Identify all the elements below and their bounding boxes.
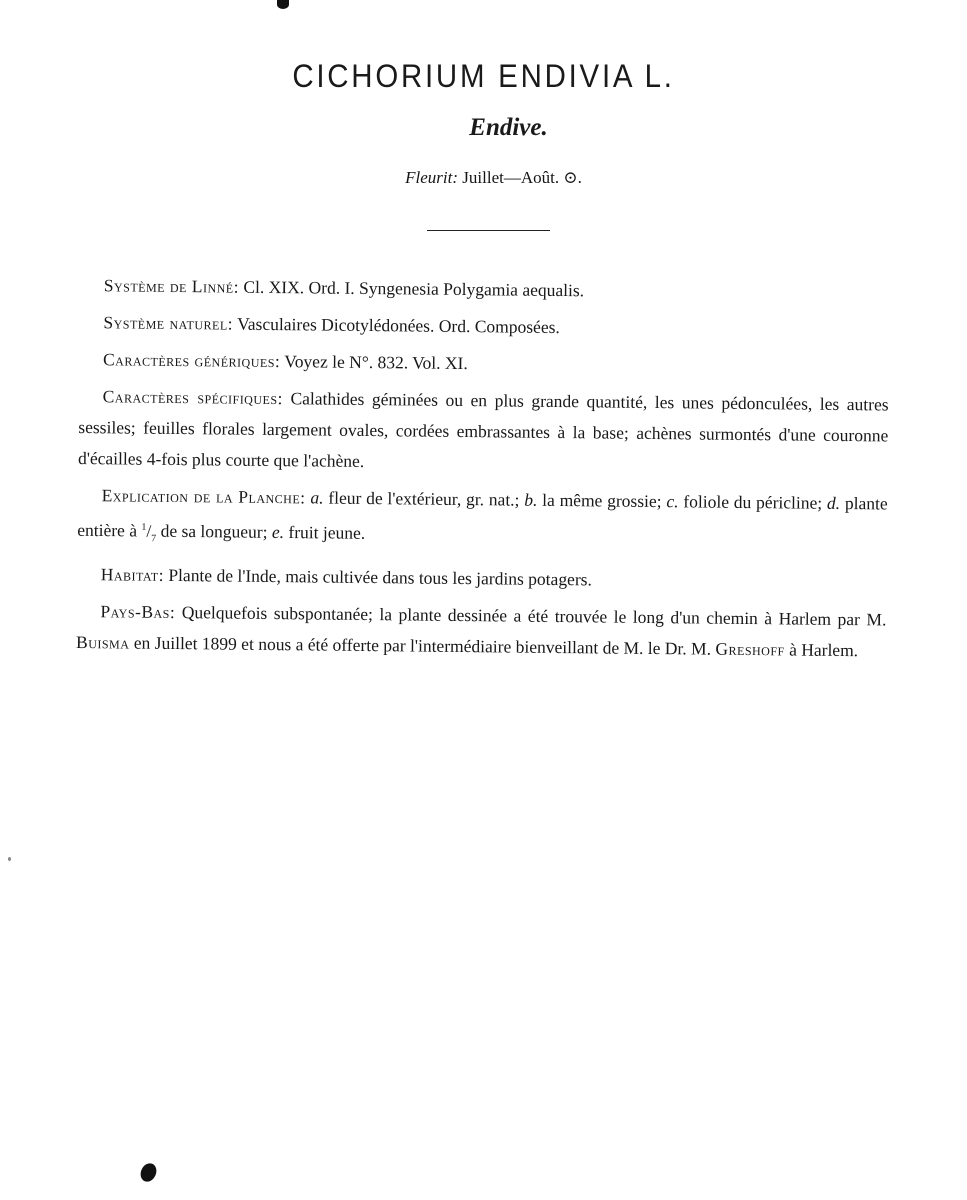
section-label: Explication de la Planche:	[101, 485, 306, 508]
person-name: Greshoff	[715, 639, 785, 660]
section-linne	[80, 270, 890, 309]
section-label: Caractères spécifiques:	[102, 386, 284, 409]
description-body	[76, 270, 890, 673]
title-divider	[427, 230, 550, 231]
section-label: Habitat:	[100, 564, 165, 586]
ink-speck-bottom	[138, 1161, 160, 1185]
figure-text-a: fleur de l'extérieur, gr. nat.;	[328, 487, 520, 510]
fraction-numerator: 1	[141, 521, 147, 533]
figure-text-b: la même grossie;	[542, 489, 662, 512]
section-text: Cl. XIX. Ord. I. Syngenesia Polygamia aequalis.	[243, 276, 585, 301]
section-label: Pays-Bas:	[100, 601, 176, 623]
section-label: Système de Linné:	[103, 275, 240, 297]
section-generiques	[79, 344, 889, 383]
ink-speck-top	[277, 0, 289, 9]
section-text: Vasculaires Dicotylédonées. Ord. Composées.	[237, 313, 560, 338]
figure-key-c: c.	[666, 491, 679, 512]
section-pays-bas	[76, 596, 887, 666]
section-text: Calathides géminées ou en plus grande quantité, les unes pédonculées, les autres sessiles; feuilles florales largement ovales, cordées embrassantes à la base; achènes surmontés d'une couronne d'écailles 4-fois plus courte que l'achène.	[77, 388, 889, 471]
figure-key-b: b.	[524, 489, 538, 510]
section-text: Plante de l'Inde, mais cultivée dans tous les jardins potagers.	[168, 565, 593, 590]
scale-fraction: $^1/_7$	[141, 520, 157, 545]
figure-text-e: fruit jeune.	[288, 522, 366, 543]
person-name: Buisma	[75, 632, 130, 653]
section-text: à Harlem.	[789, 639, 859, 661]
section-text: Voyez le N°. 832. Vol. XI.	[284, 351, 468, 374]
section-label: Caractères génériques:	[102, 349, 281, 372]
fraction-denominator: 7	[151, 533, 157, 545]
flowering-line	[0, 168, 967, 188]
flowering-value: Juillet—Août. ⊙.	[462, 168, 582, 187]
section-specifiques	[78, 381, 889, 482]
figure-key-e: e.	[271, 521, 285, 542]
figure-key-a: a.	[310, 487, 324, 508]
flowering-label: Fleurit:	[405, 168, 459, 187]
section-text: en Juillet 1899 et nous a été offerte par l'intermédiaire bienveillant de M. le Dr. M.	[133, 632, 712, 659]
figure-text-d: plante entière à	[77, 493, 888, 541]
section-habitat	[77, 559, 887, 598]
section-naturel	[79, 307, 889, 346]
figure-text-d-end: de sa longueur;	[160, 520, 268, 542]
section-text: Quelquefois subspontanée; la plante dessinée a été trouvée le long d'un chemin à Harlem par M.	[181, 602, 887, 630]
section-label: Système naturel:	[103, 312, 234, 334]
common-name: Endive.	[469, 114, 548, 141]
ink-speck-left	[8, 857, 11, 861]
page-title: CICHORIUM ENDIVIA L.	[292, 58, 675, 94]
section-explication	[77, 480, 888, 562]
figure-key-d: d.	[826, 492, 841, 513]
figure-text-c: foliole du péricline;	[683, 491, 823, 513]
